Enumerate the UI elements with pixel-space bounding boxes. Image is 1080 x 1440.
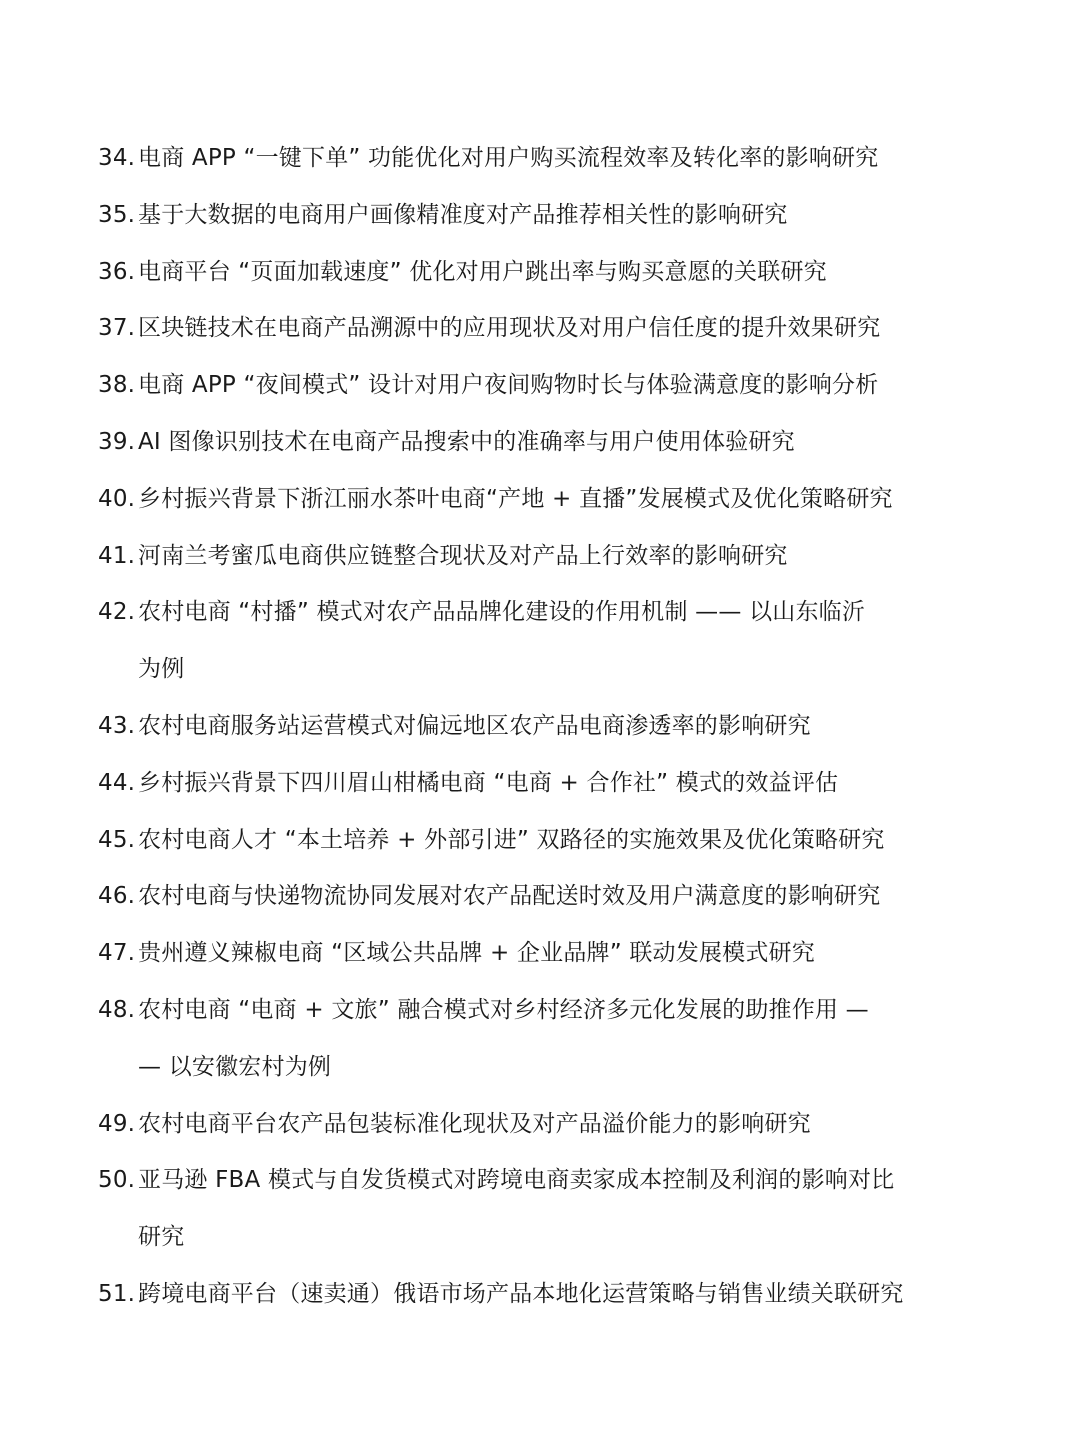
topic-number: 45. <box>98 826 136 853</box>
topic-title-line: AI 图像识别技术在电商产品搜索中的准确率与用户使用体验研究 <box>138 428 795 455</box>
topic-number: 38. <box>98 372 136 399</box>
topic-item <box>98 698 998 755</box>
topic-number: 44. <box>98 769 136 796</box>
topic-title-line: 农村电商服务站运营模式对偏远地区农产品电商渗透率的影响研究 <box>138 712 811 739</box>
topic-title-line: 农村电商平台农产品包装标准化现状及对产品溢价能力的影响研究 <box>138 1110 811 1137</box>
topic-number: 47. <box>98 940 136 967</box>
topic-title <box>138 755 998 812</box>
topic-number: 40. <box>98 485 136 512</box>
topic-number: 37. <box>98 315 136 342</box>
topic-title <box>138 1096 998 1153</box>
topic-item <box>98 868 998 925</box>
topic-number: 48. <box>98 996 136 1023</box>
topic-number: 36. <box>98 258 136 285</box>
topic-number: 41. <box>98 542 136 569</box>
topic-item <box>98 1266 998 1323</box>
topic-title-continuation: 为例 <box>138 656 185 683</box>
topic-item <box>98 925 998 982</box>
topic-item <box>98 414 998 471</box>
topic-number: 35. <box>98 201 136 228</box>
topic-item <box>98 471 998 528</box>
topic-item <box>98 357 998 414</box>
topic-number: 43. <box>98 712 136 739</box>
topic-title <box>138 868 998 925</box>
topic-item <box>98 528 998 585</box>
topic-item <box>98 1096 998 1153</box>
topic-title-continuation: — 以安徽宏村为例 <box>138 1053 332 1080</box>
topic-title <box>138 357 998 414</box>
topic-item <box>98 130 998 187</box>
topic-title <box>138 982 998 1096</box>
topic-number: 42. <box>98 599 136 626</box>
topic-title-line: 电商 APP “夜间模式” 设计对用户夜间购物时长与体验满意度的影响分析 <box>138 372 879 399</box>
topic-title-line: 农村电商 “电商 + 文旅” 融合模式对乡村经济多元化发展的助推作用 — <box>138 996 869 1023</box>
topic-title-line: 区块链技术在电商产品溯源中的应用现状及对用户信任度的提升效果研究 <box>138 315 881 342</box>
topic-item <box>98 584 998 698</box>
topic-title-line: 跨境电商平台（速卖通）俄语市场产品本地化运营策略与销售业绩关联研究 <box>138 1280 904 1307</box>
topic-title <box>138 187 998 244</box>
topic-title-line: 河南兰考蜜瓜电商供应链整合现状及对产品上行效率的影响研究 <box>138 542 788 569</box>
topic-title <box>138 1152 998 1266</box>
topic-title-line: 基于大数据的电商用户画像精准度对产品推荐相关性的影响研究 <box>138 201 788 228</box>
topic-title-line: 乡村振兴背景下四川眉山柑橘电商 “电商 + 合作社” 模式的效益评估 <box>138 769 839 796</box>
topic-title-line: 电商平台 “页面加载速度” 优化对用户跳出率与购买意愿的关联研究 <box>138 258 827 285</box>
topic-number: 39. <box>98 428 136 455</box>
topic-title <box>138 698 998 755</box>
topic-title-line: 农村电商与快递物流协同发展对农产品配送时效及用户满意度的影响研究 <box>138 883 881 910</box>
topic-number: 50. <box>98 1167 136 1194</box>
topic-title <box>138 584 998 698</box>
topic-title-line: 亚马逊 FBA 模式与自发货模式对跨境电商卖家成本控制及利润的影响对比 <box>138 1167 895 1194</box>
topic-title <box>138 1266 998 1323</box>
topic-number: 51. <box>98 1280 136 1307</box>
topic-title-line: 农村电商人才 “本土培养 + 外部引进” 双路径的实施效果及优化策略研究 <box>138 826 885 853</box>
topic-title-line: 农村电商 “村播” 模式对农产品品牌化建设的作用机制 —— 以山东临沂 <box>138 599 866 626</box>
topic-title <box>138 925 998 982</box>
topic-number: 49. <box>98 1110 136 1137</box>
topic-item <box>98 755 998 812</box>
topic-item <box>98 187 998 244</box>
topic-number: 46. <box>98 883 136 910</box>
topic-title-line: 乡村振兴背景下浙江丽水茶叶电商“产地 + 直播”发展模式及优化策略研究 <box>138 485 893 512</box>
topic-title-continuation: 研究 <box>138 1224 185 1251</box>
topic-title-line: 电商 APP “一键下单” 功能优化对用户购买流程效率及转化率的影响研究 <box>138 145 879 171</box>
topic-title <box>138 130 998 187</box>
topic-title <box>138 414 998 471</box>
topic-item <box>98 244 998 301</box>
topic-title <box>138 812 998 869</box>
research-topic-list <box>98 130 998 1323</box>
topic-item <box>98 982 998 1096</box>
topic-item <box>98 300 998 357</box>
topic-title <box>138 528 998 585</box>
topic-title <box>138 471 998 528</box>
topic-title <box>138 244 998 301</box>
topic-item <box>98 1152 998 1266</box>
topic-title-line: 贵州遵义辣椒电商 “区域公共品牌 + 企业品牌” 联动发展模式研究 <box>138 940 815 967</box>
topic-item <box>98 812 998 869</box>
topic-number: 34. <box>98 145 136 171</box>
topic-title <box>138 300 998 357</box>
